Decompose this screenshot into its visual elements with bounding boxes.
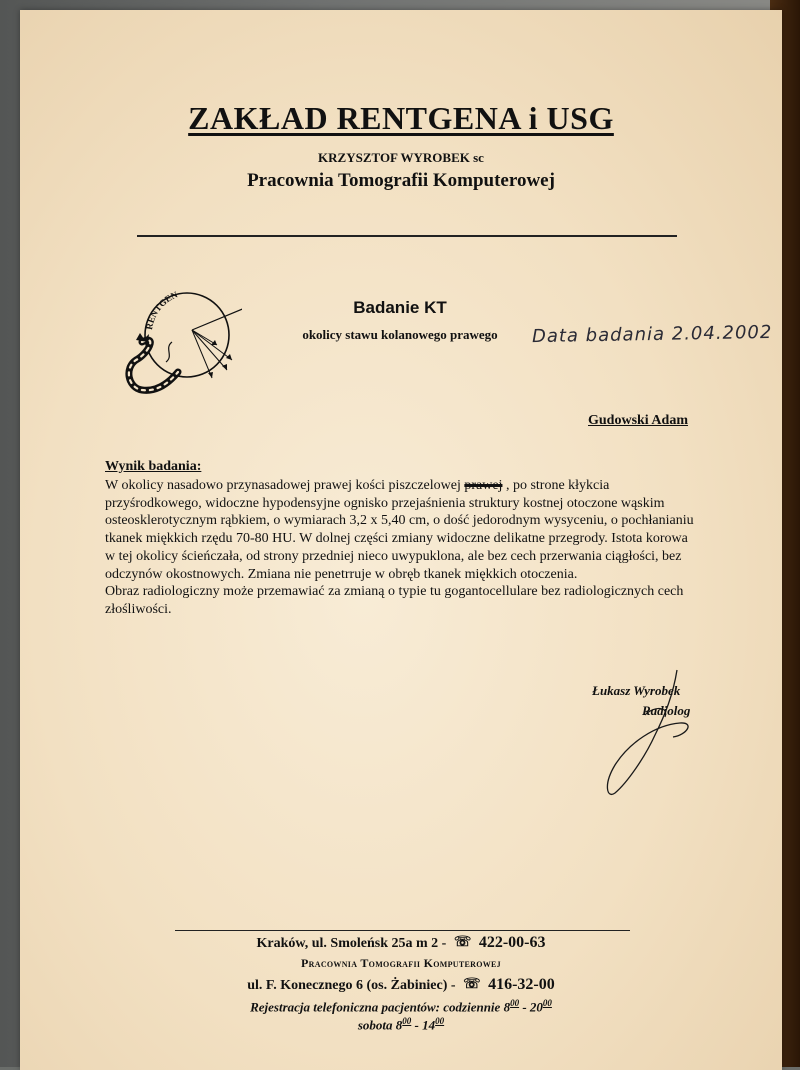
document-page [20, 10, 782, 1070]
result-paragraph-1 [105, 477, 700, 583]
registration-label: Rejestracja telefoniczna pacjentów: codziennie [250, 999, 501, 1015]
signature-name: Łukasz Wyrobek [592, 683, 681, 698]
footer-address-1 [20, 934, 782, 952]
weekday-from-min: 00 [510, 998, 520, 1008]
phone-2: 416-32-00 [488, 976, 555, 993]
saturday-to-min: 00 [435, 1016, 445, 1026]
struck-word: prawej [464, 478, 503, 493]
patient-name: Gudowski Adam [588, 413, 688, 428]
saturday-from: 8 [395, 1017, 403, 1033]
phone-1: 422-00-63 [478, 934, 546, 951]
exam-title: Badanie KT [353, 298, 447, 317]
logo-text: RENTGEN [144, 290, 180, 331]
result-heading: Wynik badania: [105, 459, 202, 474]
exam-date-handwritten: Data badania 2.04.2002 [531, 321, 773, 348]
footer-address-2 [20, 976, 782, 994]
xray-snake-logo-icon [102, 290, 242, 410]
saturday-label: sobota [357, 1017, 393, 1033]
address-1-text: Kraków, ul. Smoleńsk 25a m 2 - [256, 936, 447, 951]
weekday-to: 20 [529, 999, 543, 1015]
lab-owner: KRZYSZTOF WYROBEK sc [318, 150, 484, 165]
signature-role: Radiolog [642, 703, 691, 718]
footer-registration-hours: Rejestracja telefoniczna pacjentów: codziennie $8^{00} - 20^{00}$ [250, 998, 552, 1015]
footer-divider [175, 930, 630, 931]
address-2-text: ul. F. Konecznego 6 (os. Żabiniec) - [247, 978, 456, 993]
saturday-from-min: 00 [402, 1016, 412, 1026]
lab-title: ZAKŁAD RENTGENA i USG [188, 100, 614, 136]
weekday-to-min: 00 [542, 998, 552, 1008]
lab-department: Pracownia Tomografii Komputerowej [247, 170, 555, 191]
footer-lab-name: Pracownia Tomografii Komputerowej [301, 956, 501, 970]
header-divider [137, 235, 677, 237]
result-text: W okolicy nasadowo przynasadowej prawej kości piszczelowej [105, 478, 465, 493]
footer-saturday-hours: sobota $8^{00} - 14^{00}$ [357, 1016, 445, 1033]
telephone-icon: ☏ [463, 977, 481, 992]
weekday-from: 8 [503, 999, 511, 1015]
telephone-icon: ☏ [453, 935, 472, 950]
result-body [105, 477, 700, 619]
result-text: , po strone kłykcia przyśrodkowego, widoczne hypodensyjne ognisko przejaśnienia struktury kostnej otoczone wąskim osteosklerotycznym rąbkiem, o wymiarach 3,2 x 5,40 cm, o dość jedorodnym wysyceniu, o pochłanianiu tkanek miękkich rzędu 70-80 HU. W dolnej części zmiany widoczne delikatne przegrody. Istota korowa w tej okolicy ścieńczała, od strony przedniej nieco uwypuklona, ale bez cech przerwania ciągłości, bez odczynów okostnowych. Zmiana nie penetrruje w obręb tkanek miękkich otoczenia. [105, 478, 694, 582]
result-paragraph-2: Obraz radiologiczny może przemawiać za zmianą o typie tu gogantocellulare bez radiologicznych cech złośliwości. [105, 584, 684, 617]
exam-subtitle: okolicy stawu kolanowego prawego [302, 327, 498, 342]
saturday-to: 14 [422, 1017, 436, 1033]
